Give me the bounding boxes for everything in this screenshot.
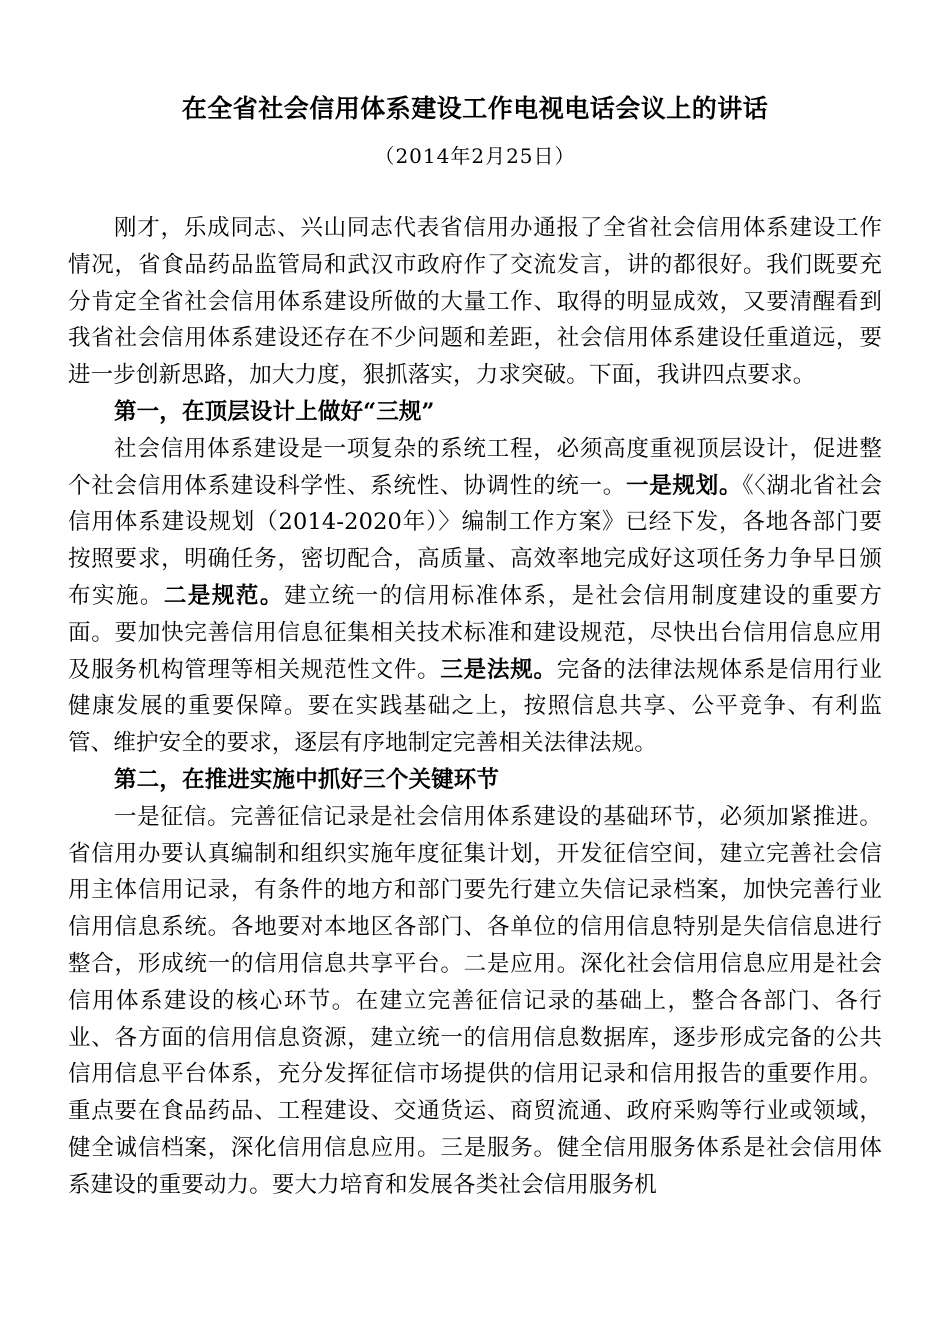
emphasis-run: 第一，在顶层设计上做好“三规” [114, 398, 435, 425]
text-run: 完备的法律法规体系是信用行业健康发展的重要保障。要在实践基础之上，按照信息共享、公平竞争、有利监管、维护安全的要求，逐层有序地制定完善相关法律法规。 [68, 656, 882, 757]
text-run: 建立统一的信用标准体系，是社会信用制度建设的重要方面。要加快完善信用信息征集相关技术标准和建设规范，尽快出台信用信息应用及服务机构管理等相关规范性文件。 [68, 582, 882, 683]
section-two-body [68, 799, 882, 1204]
page-title: 在全省社会信用体系建设工作电视电话会议上的讲话 [181, 94, 769, 123]
text-run: 《〈湖北省社会信用体系建设规划（2014-2020年）〉编制工作方案》已经下发，各地各部门要按照要求，明确任务，密切配合，高质量、高效率地完成好这项任务力争早日颁布实施。 [68, 472, 882, 609]
document-content [68, 0, 882, 1204]
document-body [68, 170, 882, 1204]
document-date: （2014年2月25日） [374, 144, 576, 168]
section-one-body [68, 431, 882, 762]
text-run: 刚才，乐成同志、兴山同志代表省信用办通报了全省社会信用体系建设工作情况，省食品药品监管局和武汉市政府作了交流发言，讲的都很好。我们既要充分肯定全省社会信用体系建设所做的大量工作、取得的明显成效，又要清醒看到我省社会信用体系建设还存在不少问题和差距，社会信用体系建设任重道远，要进一步创新思路，加大力度，狠抓落实，力求突破。下面，我讲四点要求。 [68, 215, 882, 389]
opening-paragraph [68, 210, 882, 394]
heading-first [68, 394, 882, 431]
emphasis-run: 一是规划。 [626, 472, 743, 499]
emphasis-run: 三是法规。 [440, 656, 557, 683]
text-run: 社会信用体系建设是一项复杂的系统工程，必须高度重视顶层设计，促进整个社会信用体系建设科学性、系统性、协调性的统一。 [68, 435, 882, 499]
text-run: 一是征信。完善征信记录是社会信用体系建设的基础环节，必须加紧推进。省信用办要认真编制和组织实施年度征集计划，开发征信空间，建立完善社会信用主体信用记录，有条件的地方和部门要先行建立失信记录档案，加快完善行业信用信息系统。各地要对本地区各部门、各单位的信用信息特别是失信信息进行整合，形成统一的信用信息共享平台。二是应用。深化社会信用信息应用是社会信用体系建设的核心环节。在建立完善征信记录的基础上，整合各部门、各行业、各方面的信用信息资源，建立统一的信用信息数据库，逐步形成完备的公共信用信息平台体系，充分发挥征信市场提供的信用记录和信用报告的重要作用。重点要在食品药品、工程建设、交通货运、商贸流通、政府采购等行业或领域，健全诚信档案，深化信用信息应用。三是服务。健全信用服务体系是社会信用体系建设的重要动力。要大力培育和发展各类社会信用服务机 [68, 803, 882, 1198]
emphasis-run: 二是规范。 [163, 582, 284, 609]
heading-second [68, 762, 882, 799]
emphasis-run: 第二，在推进实施中抓好三个关键环节 [114, 766, 500, 793]
